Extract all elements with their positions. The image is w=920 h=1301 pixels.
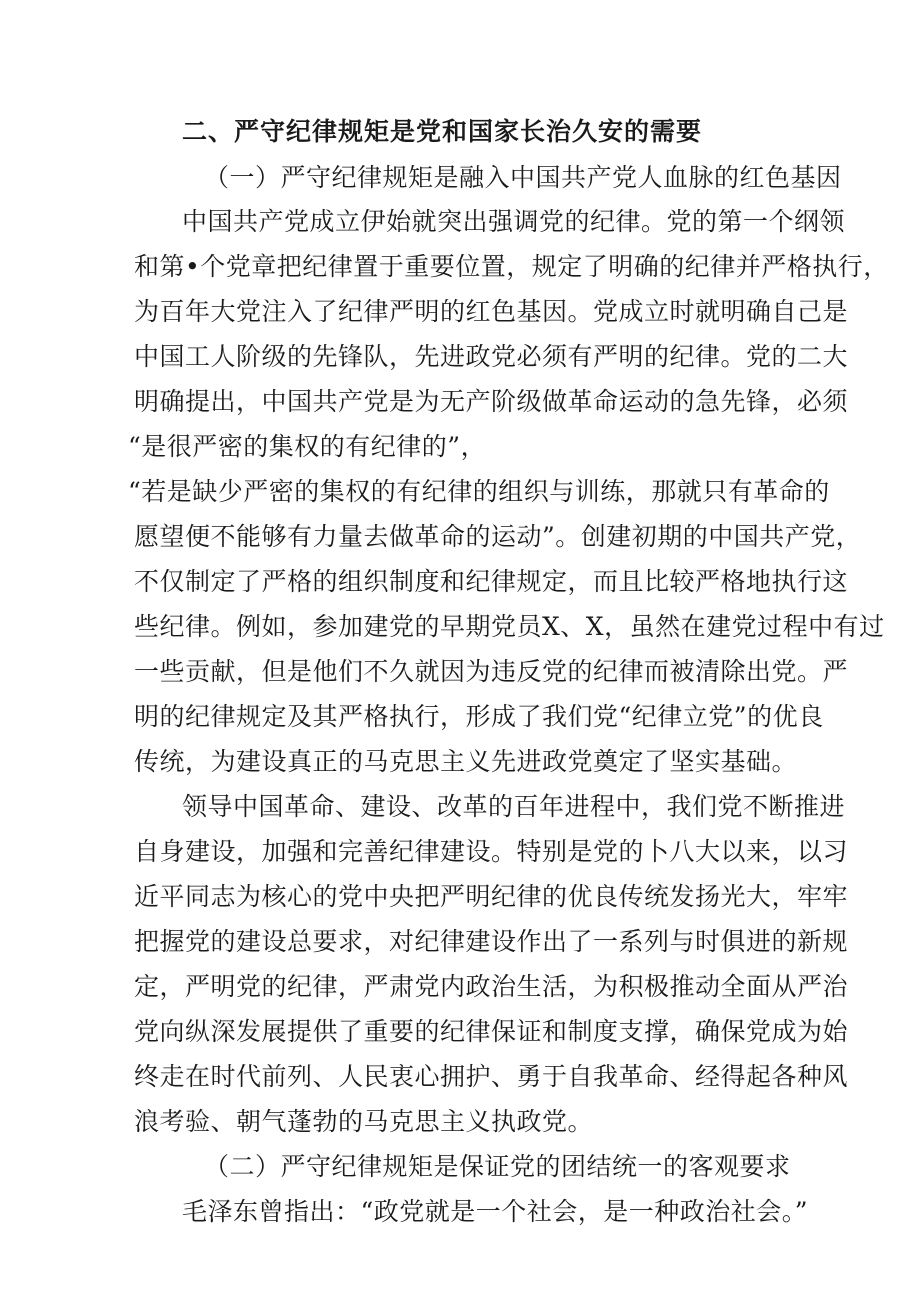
paragraph-line: 中国工人阶级的先锋队，先进政党必须有严明的纪律。党的二大: [134, 342, 849, 371]
paragraph-line: 领导中国革命、建设、改革的百年进程中，我们党不断推进: [182, 792, 846, 821]
paragraph-line: 愿望便不能够有力量去做革命的运动”。创建初期的中国共产党，: [134, 522, 862, 551]
paragraph-line: 传统，为建设真正的马克思主义先进政党奠定了坚实基础。: [134, 747, 798, 776]
paragraph-line: 自身建设，加强和完善纪律建设。特别是党的卜八大以来，以习: [134, 837, 849, 866]
paragraph-line: 终走在时代前列、人民衷心拥护、勇于自我革命、经得起各种风: [134, 1062, 849, 1091]
section-heading: 二、严守纪律规矩是党和国家长治久安的需要: [182, 117, 703, 146]
paragraph-line: 和第•个党章把纪律置于重要位置，规定了明确的纪律并严格执行，: [134, 252, 889, 281]
paragraph-line: “是很严密的集权的有纪律的”，: [128, 432, 487, 461]
paragraph-line: 近平同志为核心的党中央把严明纪律的优良传统发扬光大，牢牢: [134, 882, 849, 911]
subsection-heading: （一）严守纪律规矩是融入中国共产党人血脉的红色基因: [204, 163, 842, 192]
paragraph-line: 些纪律。例如，参加建党的早期党员X、X，虽然在建党过程中有过: [134, 612, 885, 641]
subsection-heading: （二）严守纪律规矩是保证党的团结统一的客观要求: [204, 1152, 791, 1181]
paragraph-line: 定，严明党的纪律，严肃党内政治生活，为积极推动全面从严治: [134, 972, 849, 1001]
paragraph-line: 不仅制定了严格的组织制度和纪律规定，而且比较严格地执行这: [134, 567, 849, 596]
paragraph-line: “若是缺少严密的集权的有纪律的组织与训练，那就只有革命的: [128, 477, 830, 506]
paragraph-line: 党向纵深发展提供了重要的纪律保证和制度支撑，确保党成为始: [134, 1017, 849, 1046]
paragraph-line: 中国共产党成立伊始就突出强调党的纪律。党的第一个纲领: [182, 207, 846, 236]
paragraph-line: 毛泽东曾指出：“政党就是一个社会，是一种政治社会。”: [182, 1197, 809, 1226]
paragraph-line: 明确提出，中国共产党是为无产阶级做革命运动的急先锋，必须: [134, 387, 849, 416]
paragraph-line: 把握党的建设总要求，对纪律建设作出了一系列与时俱进的新规: [134, 927, 849, 956]
paragraph-line: 为百年大党注入了纪律严明的红色基因。党成立时就明确自己是: [134, 297, 849, 326]
paragraph-line: 浪考验、朝气蓬勃的马克思主义执政党。: [134, 1107, 594, 1136]
paragraph-line: 一些贡献，但是他们不久就因为违反党的纪律而被清除出党。严: [134, 657, 849, 686]
paragraph-line: 明的纪律规定及其严格执行，形成了我们党“纪律立党”的优良: [134, 702, 824, 731]
